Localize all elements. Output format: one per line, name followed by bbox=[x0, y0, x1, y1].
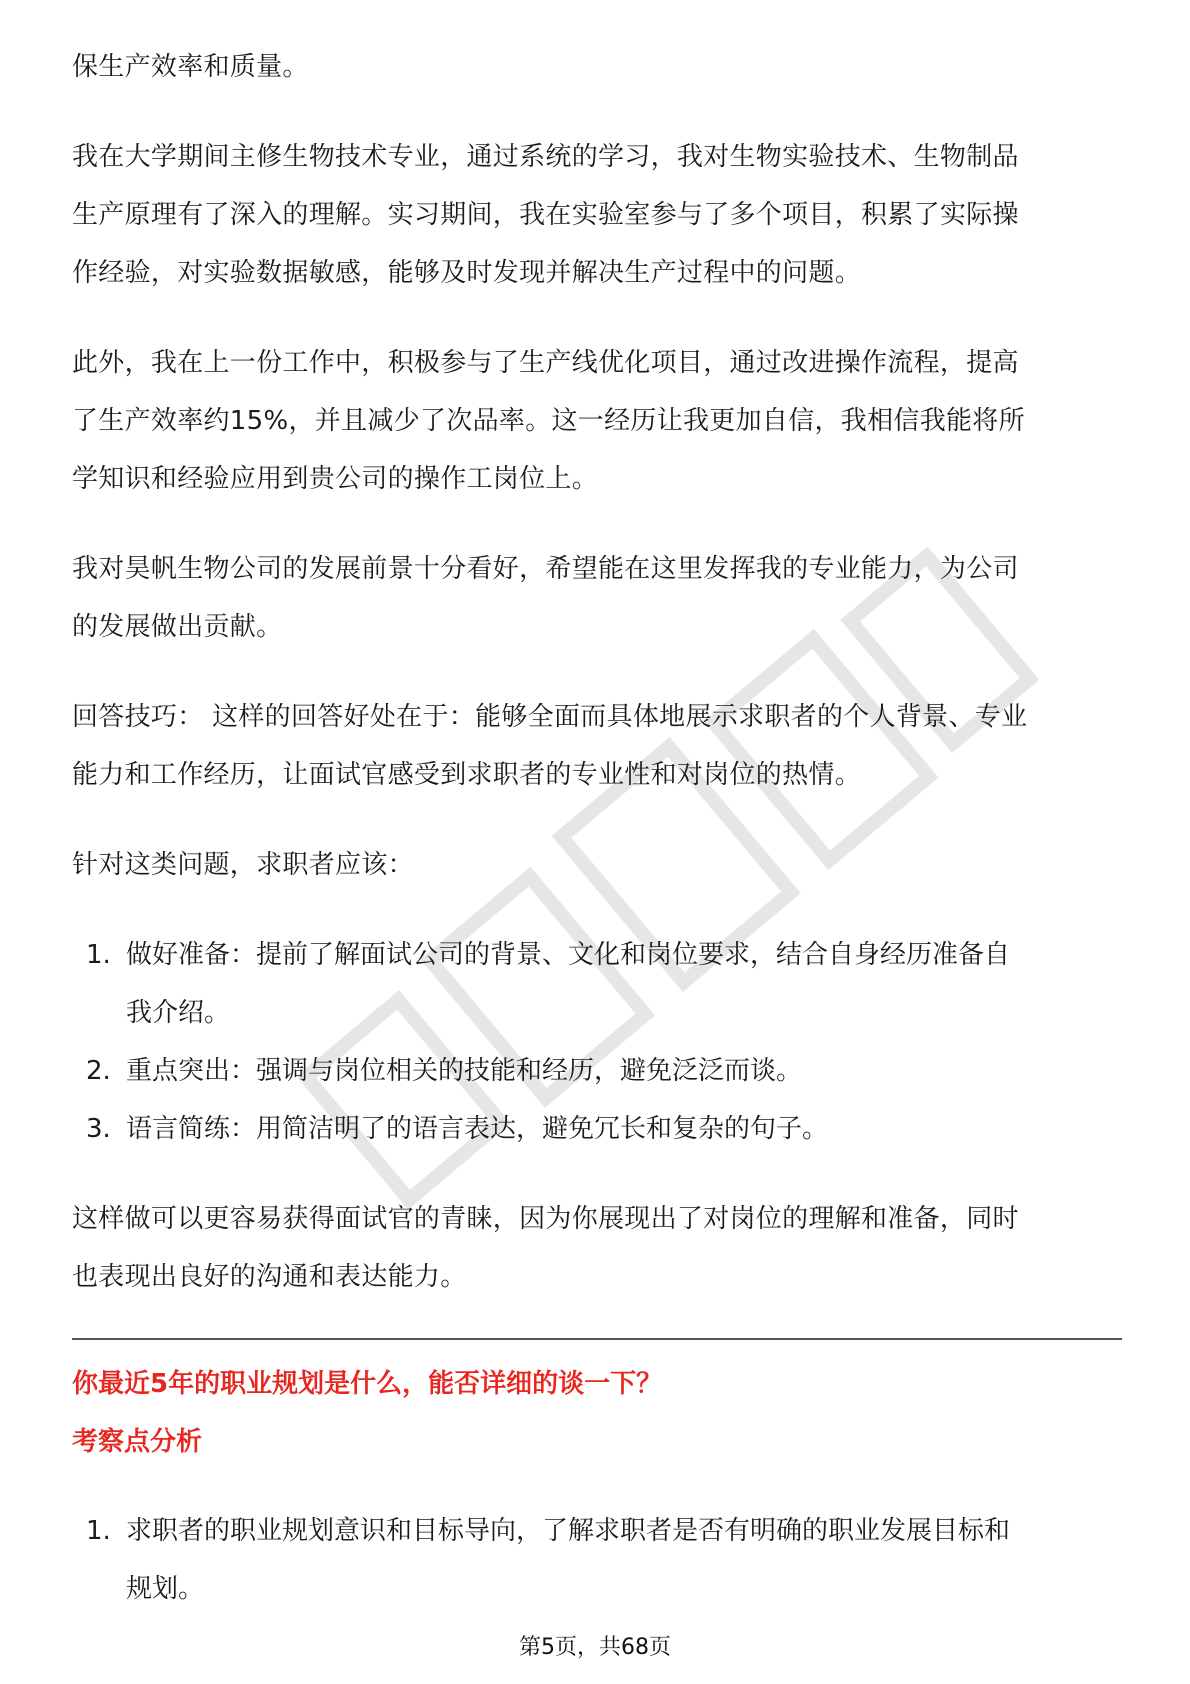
paragraph-line: 也表现出良好的沟通和表达能力。 bbox=[72, 1262, 467, 1292]
paragraph-line: 学知识和经验应用到贵公司的操作工岗位上。 bbox=[72, 464, 599, 494]
question-title: 你最近5年的职业规划是什么，能否详细的谈一下？ bbox=[72, 1369, 663, 1399]
list-number: 3. bbox=[86, 1114, 111, 1144]
page-footer: 第5页，共68页 bbox=[519, 1635, 671, 1660]
paragraph-line: 这样做可以更容易获得面试官的青睐，因为你展现出了对岗位的理解和准备，同时 bbox=[72, 1204, 1019, 1234]
paragraph-line: 生产原理有了深入的理解。实习期间，我在实验室参与了多个项目，积累了实际操 bbox=[72, 200, 1019, 230]
list-text: 求职者的职业规划意识和目标导向，了解求职者是否有明确的职业发展目标和 bbox=[126, 1516, 1011, 1546]
paragraph-line: 我在大学期间主修生物技术专业，通过系统的学习，我对生物实验技术、生物制品 bbox=[72, 142, 1019, 172]
list-number: 1. bbox=[86, 1516, 111, 1546]
list-number: 1. bbox=[86, 940, 111, 970]
list-number: 2. bbox=[86, 1056, 111, 1086]
paragraph-line: 保生产效率和质量。 bbox=[72, 52, 309, 82]
list-text: 我介绍。 bbox=[126, 998, 231, 1028]
paragraph-line: 能力和工作经历，让面试官感受到求职者的专业性和对岗位的热情。 bbox=[72, 760, 862, 790]
section-divider bbox=[72, 1338, 1122, 1340]
list-text: 做好准备：提前了解面试公司的背景、文化和岗位要求，结合自身经历准备自 bbox=[126, 940, 1011, 970]
list-text: 语言简练：用简洁明了的语言表达，避免冗长和复杂的句子。 bbox=[126, 1114, 829, 1144]
paragraph-line: 此外，我在上一份工作中，积极参与了生产线优化项目，通过改进操作流程，提高 bbox=[72, 348, 1019, 378]
paragraph-line: 作经验，对实验数据敏感，能够及时发现并解决生产过程中的问题。 bbox=[72, 258, 862, 288]
paragraph-line: 了生产效率约15%，并且减少了次品率。这一经历让我更加自信，我相信我能将所 bbox=[72, 406, 1025, 436]
paragraph-line: 我对昊帆生物公司的发展前景十分看好，希望能在这里发挥我的专业能力，为公司 bbox=[72, 554, 1019, 584]
paragraph-line: 回答技巧： 这样的回答好处在于：能够全面而具体地展示求职者的个人背景、专业 bbox=[72, 702, 1028, 732]
document-page bbox=[72, 0, 1122, 1684]
paragraph-line: 针对这类问题，求职者应该： bbox=[72, 850, 414, 880]
list-text: 重点突出：强调与岗位相关的技能和经历，避免泛泛而谈。 bbox=[126, 1056, 803, 1086]
analysis-heading: 考察点分析 bbox=[72, 1427, 203, 1457]
paragraph-line: 的发展做出贡献。 bbox=[72, 612, 283, 642]
list-text: 规划。 bbox=[126, 1574, 205, 1604]
